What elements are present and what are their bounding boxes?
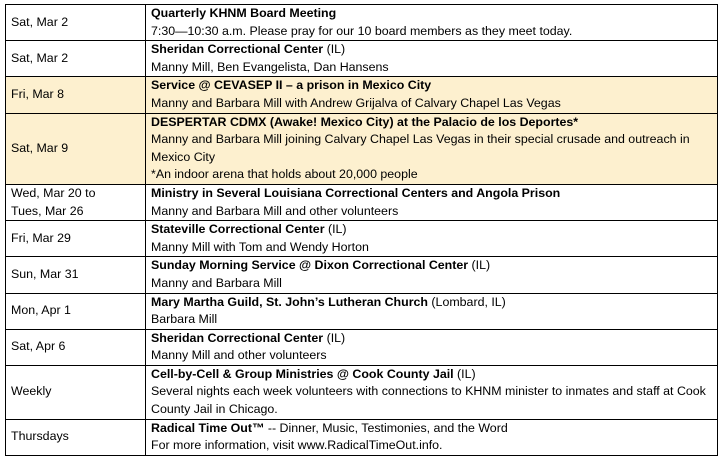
event-date: Sat, Apr 6 <box>6 329 146 365</box>
event-details <box>146 5 718 41</box>
event-subtitle: -- Dinner, Music, Testimonies, and the Word <box>264 420 508 435</box>
event-title: Radical Time Out™ <box>151 420 265 435</box>
event-date: Weekly <box>6 365 146 419</box>
event-description: Manny and Barbara Mill <box>151 275 282 290</box>
event-details <box>146 184 718 220</box>
event-details <box>146 419 718 455</box>
event-date: Wed, Mar 20 to Tues, Mar 26 <box>6 184 146 220</box>
event-title: Stateville Correctional Center <box>151 222 325 237</box>
event-location: (IL) <box>468 258 491 273</box>
event-description: Manny Mill with Tom and Wendy Horton <box>151 239 369 254</box>
event-title: Sheridan Correctional Center <box>151 42 324 57</box>
event-details <box>146 257 718 293</box>
event-details <box>146 41 718 77</box>
event-details <box>146 365 718 419</box>
event-description: Manny Mill, Ben Evangelista, Dan Hansens <box>151 59 389 74</box>
event-details <box>146 293 718 329</box>
event-title: Cell-by-Cell & Group Ministries @ Cook County Jail <box>151 366 454 381</box>
event-title: Mary Martha Guild, St. John’s Lutheran Church <box>151 294 428 309</box>
event-details <box>146 113 718 184</box>
event-location: (IL) <box>323 42 346 57</box>
table-row <box>6 329 718 365</box>
event-date: Sat, Mar 2 <box>6 5 146 41</box>
table-row <box>6 77 718 113</box>
event-description: Manny and Barbara Mill and other volunteers <box>151 203 399 218</box>
event-date: Sat, Mar 9 <box>6 113 146 184</box>
table-row <box>6 41 718 77</box>
event-details <box>146 329 718 365</box>
table-row <box>6 184 718 220</box>
table-row <box>6 5 718 41</box>
event-title: Quarterly KHNM Board Meeting <box>151 6 337 20</box>
table-row <box>6 419 718 455</box>
event-location: (Lombard, IL) <box>427 294 506 309</box>
event-title: Service @ CEVASEP II – a prison in Mexico City <box>151 78 432 93</box>
event-location: (IL) <box>453 366 476 381</box>
event-details <box>146 221 718 257</box>
event-date: Thursdays <box>6 419 146 455</box>
event-date: Fri, Mar 8 <box>6 77 146 113</box>
event-title: Sunday Morning Service @ Dixon Correctional Center <box>151 258 469 273</box>
event-description: 7:30—10:30 a.m. Please pray for our 10 board members as they meet today. <box>151 23 573 38</box>
table-row <box>6 257 718 293</box>
table-row <box>6 293 718 329</box>
table-row <box>6 221 718 257</box>
event-details <box>146 77 718 113</box>
event-date: Mon, Apr 1 <box>6 293 146 329</box>
table-row <box>6 113 718 184</box>
event-note: *An indoor arena that holds about 20,000 people <box>151 167 418 182</box>
event-title: Ministry in Several Louisiana Correctional Centers and Angola Prison <box>151 185 561 200</box>
event-date: Fri, Mar 29 <box>6 221 146 257</box>
event-description: Manny and Barbara Mill joining Calvary Chapel Las Vegas in their special crusade and outreach in Mexico City <box>151 132 690 164</box>
schedule-table <box>5 4 718 456</box>
table-row <box>6 365 718 419</box>
event-title: Sheridan Correctional Center <box>151 330 324 345</box>
event-description: Manny and Barbara Mill with Andrew Grijalva of Calvary Chapel Las Vegas <box>151 95 561 110</box>
event-date: Sun, Mar 31 <box>6 257 146 293</box>
event-description: For more information, visit www.RadicalTimeOut.info. <box>151 438 443 453</box>
event-date: Sat, Mar 2 <box>6 41 146 77</box>
event-description: Several nights each week volunteers with connections to KHNM minister to inmates and staff at Cook County Jail in Chicago. <box>151 384 706 417</box>
event-description: Manny Mill and other volunteers <box>151 348 327 363</box>
event-description: Barbara Mill <box>151 312 218 327</box>
event-location: (IL) <box>324 222 347 237</box>
event-title: DESPERTAR CDMX (Awake! Mexico City) at the Palacio de los Deportes* <box>151 114 579 129</box>
event-location: (IL) <box>323 330 346 345</box>
